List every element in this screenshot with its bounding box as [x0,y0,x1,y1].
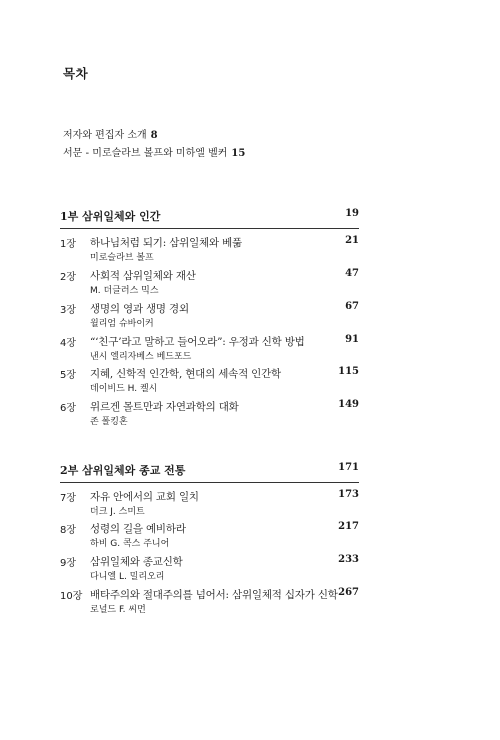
chapter-page: 115 [338,366,359,377]
chapter-number: 5장 [60,370,77,381]
chapter-title: 하나님처럼 되기: 삼위일체와 베풂 [90,237,242,249]
chapter-number: 9장 [60,558,77,569]
part-title: 1부 삼위일체와 인간 [60,210,161,223]
toc-entry[interactable] [60,301,359,335]
chapter-page: 21 [345,235,359,246]
front-matter-page: 15 [231,148,246,159]
chapter-title: 사회적 삼위일체와 재산 [90,270,196,282]
chapter-page: 149 [338,399,359,410]
chapter-number: 8장 [60,525,77,536]
front-matter-page: 8 [150,130,158,141]
chapter-author: 다니엘 L. 밀리오리 [90,572,165,582]
page-title: 목차 [63,66,89,81]
chapter-title: 위르겐 몰트만과 자연과학의 대화 [90,401,239,413]
chapter-title: 생명의 영과 생명 경외 [90,303,189,315]
chapter-author: 윌리엄 슈바이커 [90,319,154,329]
toc-entry[interactable] [60,268,359,302]
chapter-author: 더크 J. 스미트 [90,507,145,517]
part-heading[interactable] [60,208,359,224]
part-page: 171 [338,462,359,473]
front-matter-label: 저자와 편집자 소개 [63,130,147,141]
chapter-author: 데이비드 H. 켈시 [90,384,158,394]
chapter-number: 6장 [60,403,77,414]
divider [60,228,359,229]
chapter-page: 267 [338,587,359,598]
chapter-title: 성령의 길을 예비하라 [90,523,186,535]
chapter-number: 3장 [60,305,77,316]
toc-entry[interactable] [60,554,359,588]
chapter-number: 4장 [60,338,77,349]
chapter-number: 1장 [60,239,77,250]
toc-entry[interactable] [60,489,359,523]
chapter-page: 217 [338,521,359,532]
chapter-page: 47 [345,268,359,279]
chapter-title: 지혜, 신학적 인간학, 현대의 세속적 인간학 [90,368,281,380]
chapter-title: 삼위일체와 종교신학 [90,556,183,568]
toc-entry[interactable] [60,587,359,621]
chapter-page: 67 [345,301,359,312]
chapter-author: 낸시 엘리자베스 베드포드 [90,352,192,362]
chapter-number: 2장 [60,272,77,283]
front-matter-item[interactable] [63,126,158,141]
chapter-author: 존 폴킹혼 [90,417,128,427]
part-heading[interactable] [60,462,359,478]
chapter-title: “‘친구’라고 말하고 들어오라”: 우정과 신학 방법 [90,336,305,348]
chapter-number: 7장 [60,493,77,504]
chapter-author: M. 더글러스 믹스 [90,286,159,296]
chapter-author: 로널드 F. 씨먼 [90,605,146,615]
chapter-page: 91 [345,334,359,345]
toc-entry[interactable] [60,521,359,555]
chapter-title: 배타주의와 절대주의를 넘어서: 삼위일체적 십자가 신학 [90,589,338,601]
divider [60,482,359,483]
chapter-author: 미로슬라브 볼프 [90,253,154,263]
chapter-author: 하비 G. 콕스 주니어 [90,539,170,549]
chapter-title: 자유 안에서의 교회 일치 [90,491,199,503]
front-matter-item[interactable] [63,144,245,159]
toc-entry[interactable] [60,235,359,269]
chapter-page: 173 [338,489,359,500]
part-title: 2부 삼위일체와 종교 전통 [60,464,186,477]
toc-entry[interactable] [60,366,359,400]
front-matter-label: 서문 - 미로슬라브 볼프와 미하엘 벨커 [63,148,228,159]
toc-entry[interactable] [60,399,359,433]
toc-entry[interactable] [60,334,359,368]
chapter-page: 233 [338,554,359,565]
chapter-number: 10장 [60,591,83,602]
part-page: 19 [345,208,359,219]
